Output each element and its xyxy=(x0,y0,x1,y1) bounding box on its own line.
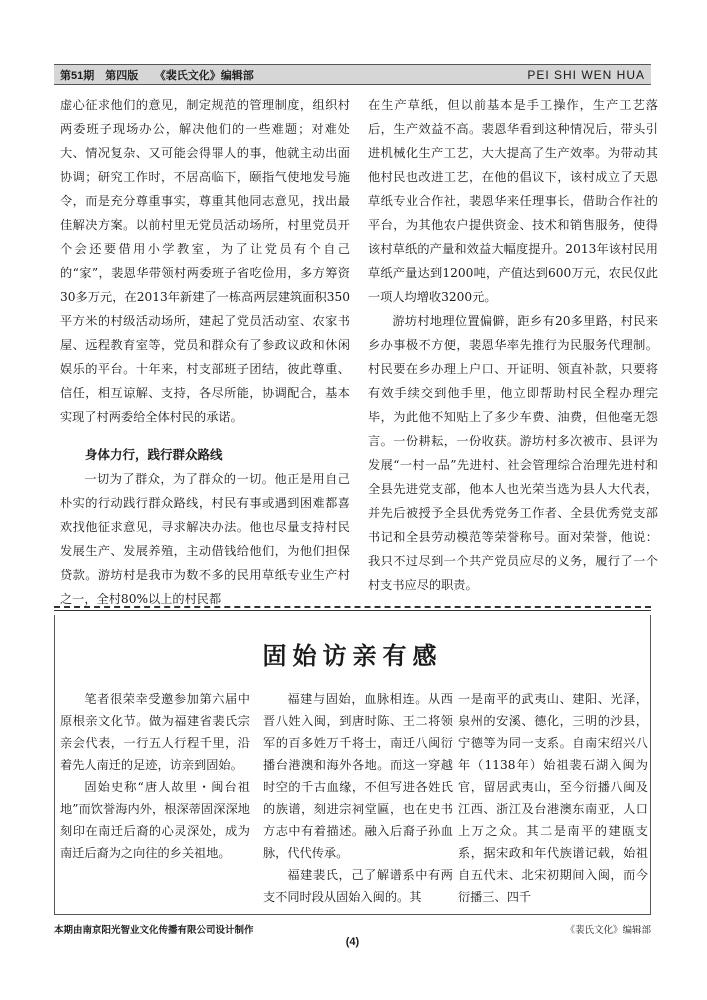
article-title: 固始访亲有感 xyxy=(262,641,443,670)
paragraph: 一是南平的武夷山、建阳、光泽，泉州的安溪、德化，三明的沙县，宁德等为同一支系。自南宋绍兴八年（1138年）始祖裴石湖入闽为官，留居武夷山，至今衍播八闽及江西、浙江及台港澳东南亚，人口上万之众。其二是南平的建瓯支系，据宋政和年代族谱记载，始祖自五代末、北宋初期间入闽，而今衍播三、四千 xyxy=(458,692,648,904)
page-header xyxy=(54,64,651,85)
paragraph: 一切为了群众，为了群众的一切。他正是用自己朴实的行动践行群众路线，村民有事或遇到困难都喜欢找他征求意见，寻求解决办法。他也尽量支持村民发展生产、发展养殖，主动借钱给他们，为他们担保贷款。游坊村是我市为数不多的民用草纸专业生产村之一，全村80%以上的村民都 xyxy=(60,472,350,606)
top-article-left-column xyxy=(60,93,350,611)
paragraph: 在生产草纸，但以前基本是手工操作，生产工艺落后，生产效益不高。裴恩华看到这种情况后，带头引进机械化生产工艺，大大提高了生产效率。为带动其他村民也改进工艺，在他的倡议下，该村成立了天恩草纸专业合作社，裴恩华来任理事长，借助合作社的平台，为其他农户提供资金、技术和销售服务，使得该村草纸的产量和效益大幅度提升。2013年该村民用草纸产量达到1200吨，产值达到600万元，农民仅此一项人均增收3200元。 xyxy=(368,98,658,304)
paragraph: 固始史称“唐人故里・闽台祖地”而饮誉海内外，根深蒂固深深地刻印在南迁后裔的心灵深处，成为南迁后裔为之向往的乡关祖地。 xyxy=(60,780,250,860)
bottom-article-column-1 xyxy=(60,688,250,864)
section-divider xyxy=(54,606,651,608)
paragraph: 笔者很荣幸受邀参加第六届中原根亲文化节。做为福建省裴氏宗亲会代表，一行五人行程千里，沿着先人南迁的足迹，访亲到固始。 xyxy=(60,692,250,772)
paragraph: 游坊村地理位置偏僻，距乡有20多里路，村民来乡办事极不方便，裴恩华率先推行为民服务代理制。村民要在乡办理上户口、开证明、领直补款，只要将有效手续交到他手里，他立即帮助村民全程办理完毕，为此他不知贴上了多少车费、油费，但他毫无怨言。一份耕耘，一份收获。游坊村多次被市、县评为发展“一村一品”先进村、社会管理综合治理先进村和全县先进党支部，他本人也光荣当选为县人大代表，并先后被授予全县优秀党务工作者、全县优秀党支部书记和全县劳动模范等荣誉称号。面对荣誉，他说：我只不过尽到一个共产党员应尽的义务，履行了一个村支书应尽的职责。 xyxy=(368,314,658,592)
section-heading: 身体力行，践行群众路线 xyxy=(85,447,223,462)
footer-credit: 本期由南京阳光智业文化传播有限公司设计制作 xyxy=(54,925,254,936)
footer-editor: 《裴氏文化》编辑部 xyxy=(565,925,651,936)
article-frame-bottom xyxy=(54,914,651,915)
issue-label: 第51期 第四版 《裴氏文化》编辑部 xyxy=(60,69,254,82)
paragraph: 福建与固始，血脉相连。从西晋八姓入闽，到唐时陈、王二将领军的百多姓万千将士，南迁八闽衍播台港澳和海外各地。而这一穿越时空的千古血缘，不但写进各姓氏的族谱，刻进宗祠堂匾，也在史书方志中有着描述。融入后裔子孙血脉，代代传承。 xyxy=(263,692,453,860)
publication-name: PEI SHI WEN HUA xyxy=(527,67,645,82)
top-article-right-column xyxy=(368,93,658,597)
paragraph: 福建裴氏，己了解谱系中有两支不同时段从固始入闽的。其 xyxy=(263,868,453,904)
section-divider-line xyxy=(54,610,651,611)
paragraph: 虚心征求他们的意见，制定规范的管理制度，组织村两委班子现场办公，解决他们的一些难题；对难处大、情况复杂、又可能会得罪人的事，他就主动出面协调；研究工作时，不居高临下，颐指气使地发号施令，而是充分尊重事实，尊重其他同志意见，找出最佳解决方案。以前村里无党员活动场所，村里党员开个会还要借用小学教室，为了让党员有个自己的“家”，裴恩华带领村两委班子省吃俭用，多方筹资30多万元，在2013年新建了一栋高两层建筑面积350平方米的村级活动场所，建起了党员活动室、农家书屋、远程教育室等，党员和群众有了参政议政和休闲娱乐的平台。十年来，村支部班子团结，彼此尊重、信任，相互谅解、支持，各尽所能，协调配合，基本实现了村两委给全体村民的承诺。 xyxy=(60,98,350,424)
bottom-article-column-3 xyxy=(458,688,648,908)
page-footer xyxy=(54,922,651,936)
bottom-article-column-2 xyxy=(263,688,453,908)
page-number: (4) xyxy=(345,936,360,948)
